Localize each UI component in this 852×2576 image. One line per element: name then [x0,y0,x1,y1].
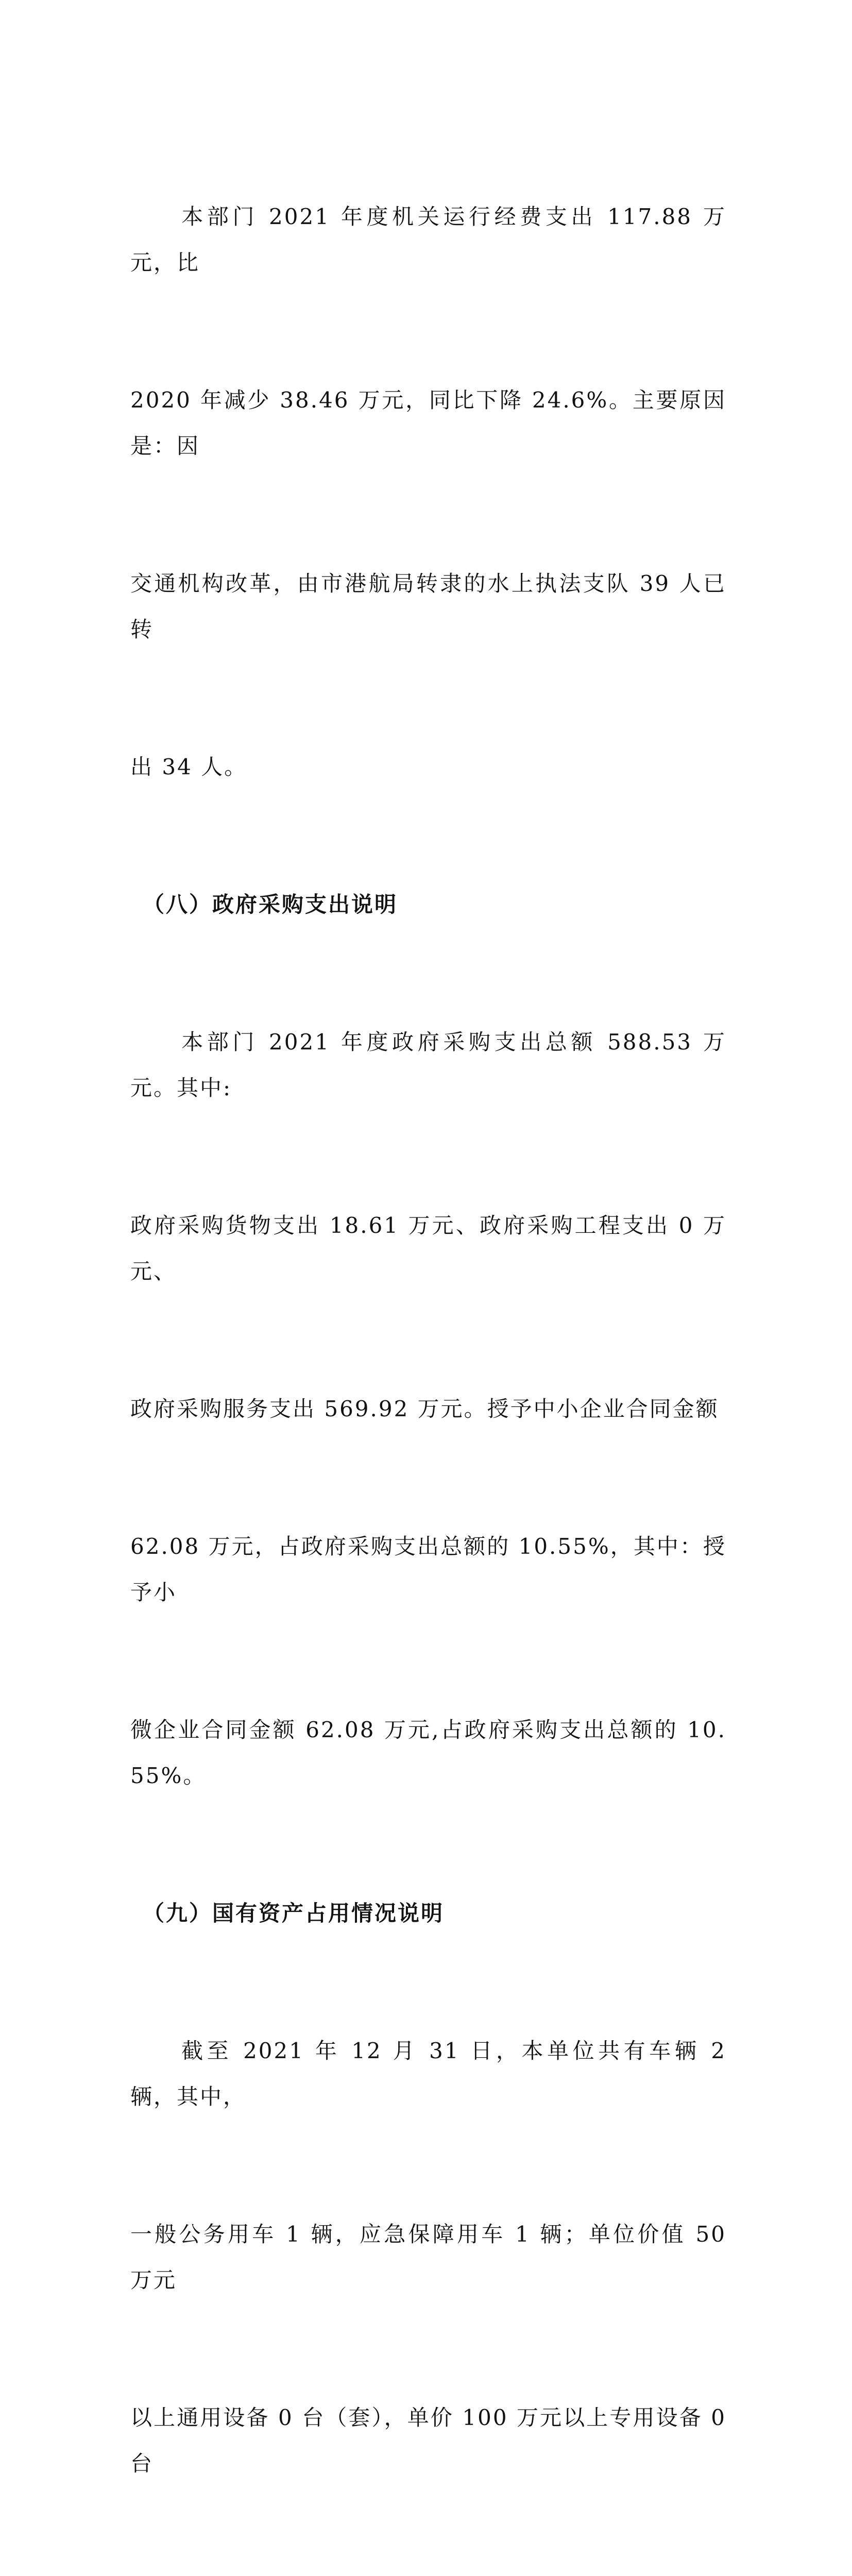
text-line: 出 34 人。 [130,754,248,779]
text-line: 本部门 2021 年度机关运行经费支出 117.88 万元，比 [130,204,726,275]
text-line: 微企业合同金额 62.08 万元,占政府采购支出总额的 10.55%。 [130,1717,726,1788]
document-body [130,102,735,2576]
text-line: 交通机构改革，由市港航局转隶的水上执法支队 39 人已转 [130,571,726,642]
section-heading-state-assets: （九）国有资产占用情况说明 [130,1901,445,1926]
text-line: 2020 年减少 38.46 万元，同比下降 24.6%。主要原因是：因 [130,387,726,459]
text-line: 以上通用设备 0 台（套），单价 100 万元以上专用设备 0 台 [130,2405,735,2476]
state-assets-paragraph [130,1936,735,2576]
text-line: 本部门 2021 年度政府采购支出总额 588.53 万元。其中: [130,1029,726,1100]
procurement-paragraph [130,927,726,1890]
text-line: 截至 2021 年 12 月 31 日，本单位共有车辆 2 辆，其中， [130,2038,735,2109]
text-line: 政府采购货物支出 18.61 万元、政府采购工程支出 0 万元、 [130,1213,726,1284]
operating-expense-paragraph [130,102,726,882]
section-heading-procurement: （八）政府采购支出说明 [130,892,398,917]
text-line: 政府采购服务支出 569.92 万元。授予中小企业合同金额 [130,1396,719,1421]
text-line: 一般公务用车 1 辆，应急保障用车 1 辆；单位价值 50 万元 [130,2222,735,2293]
text-line: 62.08 万元，占政府采购支出总额的 10.55%，其中：授予小 [130,1534,726,1605]
